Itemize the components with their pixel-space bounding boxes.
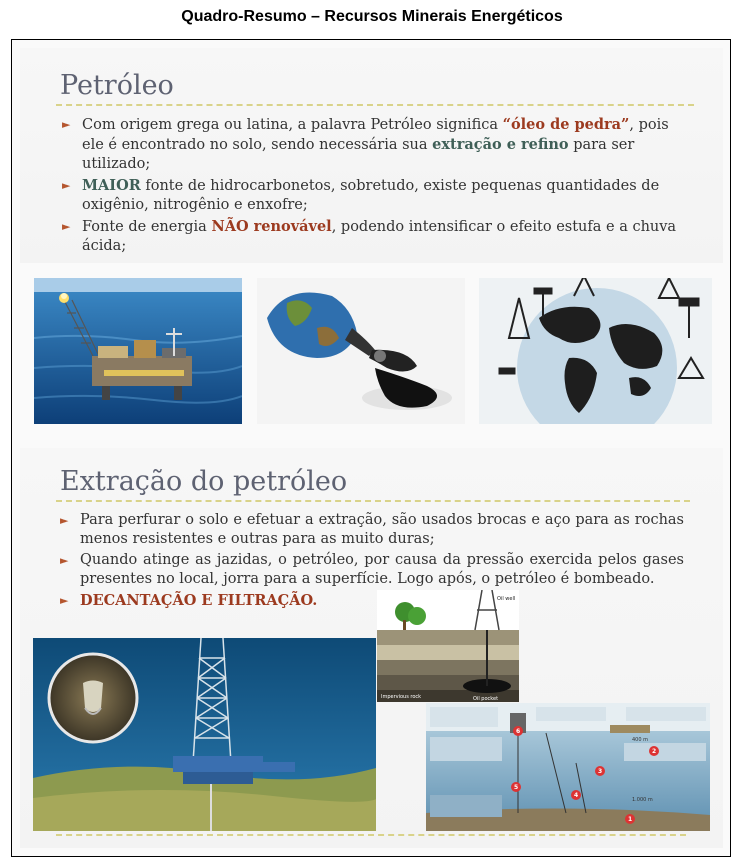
section-heading-extracao: Extração do petróleo <box>60 466 348 497</box>
earth-oil-tube-image <box>257 278 465 424</box>
page-title: Quadro-Resumo – Recursos Minerais Energéticos <box>181 8 563 25</box>
bullet-arrow-icon: ► <box>60 594 69 607</box>
oil-well-label: Oil well <box>497 596 516 602</box>
bullet-text: , podendo intensificar o efeito estufa e a chuva ácida; <box>82 219 677 254</box>
bullet-arrow-icon: ► <box>60 514 69 527</box>
callout-number: 2 <box>652 748 657 755</box>
section-heading-petroleo: Petróleo <box>60 70 174 101</box>
highlight-text: DECANTAÇÃO E FILTRAÇÃO. <box>80 592 318 609</box>
depth-1000-label: 1.000 m <box>632 797 653 803</box>
bullet-item <box>58 591 684 611</box>
globe-oil-rigs-image <box>479 278 712 424</box>
petroleo-bullet-list <box>60 115 680 258</box>
callout-number: 4 <box>574 792 579 799</box>
offshore-platform-image <box>34 278 242 424</box>
oil-well-cross-section <box>377 590 519 702</box>
bullet-item <box>60 176 680 215</box>
callout-number: 6 <box>516 728 521 735</box>
bullet-arrow-icon: ► <box>62 220 71 233</box>
extracao-bullet-list <box>58 511 684 613</box>
bullet-arrow-icon: ► <box>60 554 69 567</box>
highlight-text: extração e refino <box>432 136 569 153</box>
bullet-text: Com origem grega ou latina, a palavra Petróleo significa <box>82 117 503 133</box>
highlight-text: MAIOR <box>82 177 141 194</box>
highlight-text: “óleo de pedra” <box>502 116 630 133</box>
heading-rule-1 <box>56 104 694 106</box>
heading-rule-2 <box>56 500 690 502</box>
bullet-arrow-icon: ► <box>62 118 71 131</box>
bottom-rule <box>56 834 686 836</box>
bullet-text: Fonte de energia <box>82 219 212 235</box>
offshore-extraction-infographic <box>426 703 710 831</box>
callout-number: 3 <box>598 768 603 775</box>
highlight-text: NÃO renovável <box>211 218 332 235</box>
bullet-text: , pois ele é encontrado no solo, sendo necessária sua <box>82 117 669 153</box>
callout-number: 5 <box>514 784 519 791</box>
bullet-item <box>60 115 680 174</box>
callout-number: 1 <box>628 816 633 823</box>
drilling-rig-illustration <box>33 638 376 831</box>
bullet-text: Quando atinge as jazidas, o petróleo, por causa da pressão exercida pelos gases presentes no local, jorra para a superfície. Logo após, o petróleo é bombeado. <box>80 552 684 587</box>
bullet-item <box>58 511 684 549</box>
bullet-arrow-icon: ► <box>62 179 71 192</box>
bullet-item <box>58 551 684 589</box>
bullet-text: para ser utilizado; <box>82 137 635 172</box>
oil-pocket-label: Oil pocket <box>473 696 499 702</box>
depth-400-label: 400 m <box>632 737 649 743</box>
bullet-item <box>60 217 680 256</box>
impervious-rock-label: Impervious rock <box>381 694 422 700</box>
bullet-text: Para perfurar o solo e efetuar a extração, são usados brocas e aço para as rochas menos resistentes e outras para as muito duras; <box>80 512 684 547</box>
bullet-text: fonte de hidrocarbonetos, sobretudo, existe pequenas quantidades de oxigênio, nitrogênio e enxofre; <box>82 178 660 213</box>
